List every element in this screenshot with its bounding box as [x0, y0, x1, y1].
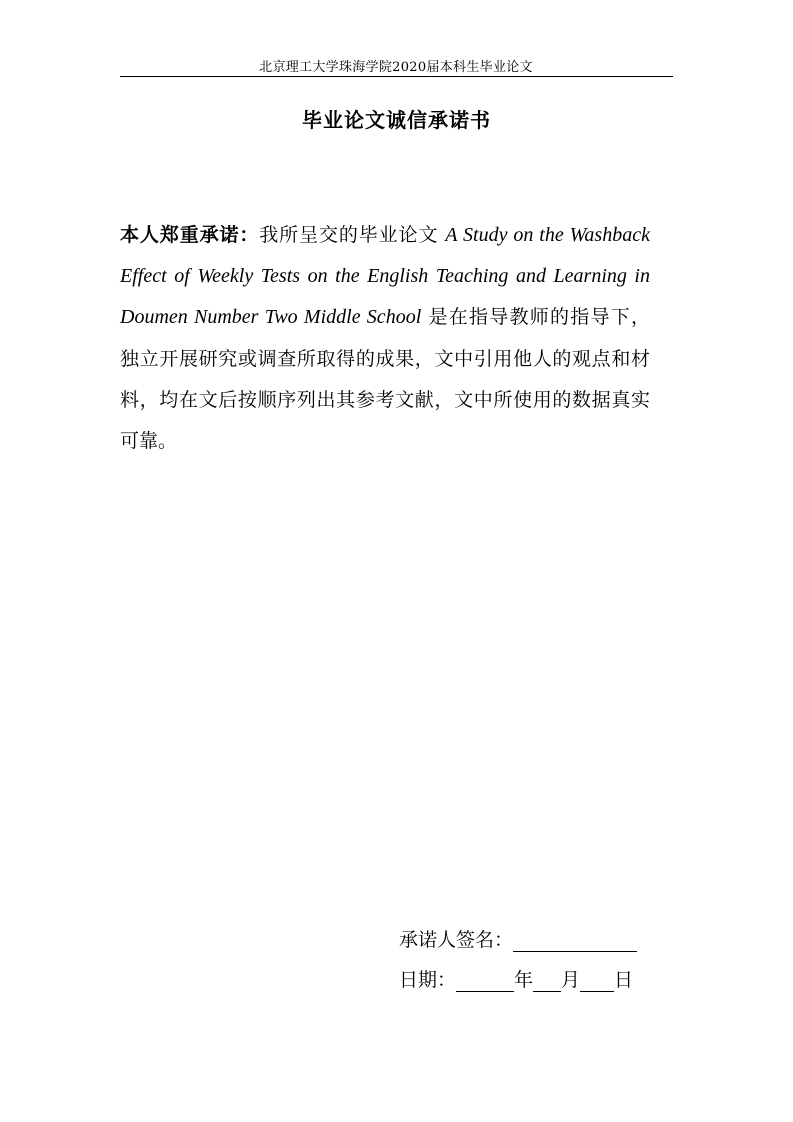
day-label: 日 — [614, 969, 634, 991]
day-blank[interactable] — [580, 965, 614, 992]
pledge-lead: 本人郑重承诺： — [120, 224, 260, 246]
date-label: 日期： — [399, 969, 457, 991]
signature-blank[interactable] — [513, 925, 637, 952]
thesis-title: A Study on the Washback Effect of Weekly Tests on the English Teaching and Learning in Doumen Number Two Middle School — [120, 224, 650, 329]
running-header: 北京理工大学珠海学院2020届本科生毕业论文 — [259, 60, 533, 75]
month-blank[interactable] — [533, 965, 561, 992]
signer-line — [399, 920, 659, 960]
signature-block — [399, 920, 659, 1000]
year-blank[interactable] — [456, 965, 514, 992]
month-label: 月 — [561, 969, 581, 991]
header-divider — [120, 76, 673, 77]
pledge-paragraph — [120, 215, 650, 462]
pledge-body: 是在指导教师的指导下，独立开展研究或调查所取得的成果，文中引用他人的观点和材料，均在文后按顺序列出其参考文献，文中所使用的数据真实可靠。 — [120, 306, 650, 453]
pledge-intro: 我所呈交的毕业论文 — [259, 224, 439, 246]
year-label: 年 — [514, 969, 534, 991]
date-line — [399, 960, 659, 1000]
document-title: 毕业论文诚信承诺书 — [302, 108, 491, 132]
signer-label: 承诺人签名： — [399, 929, 514, 951]
